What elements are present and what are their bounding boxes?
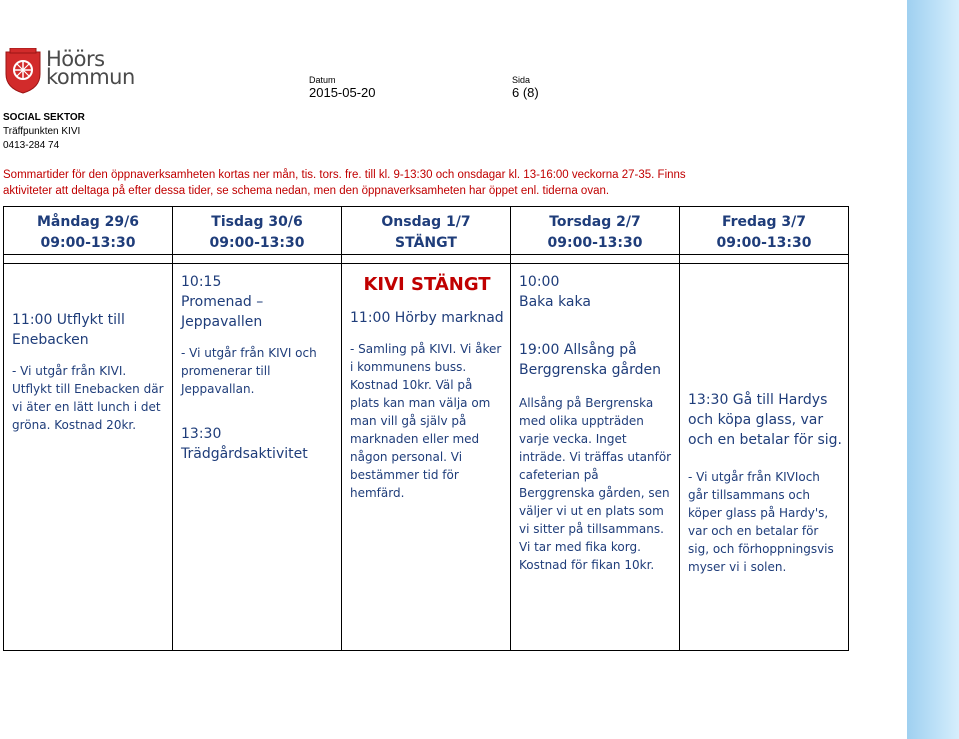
tuesday-desc1: - Vi utgår från KIVI och promenerar till Jeppavallan. — [181, 346, 317, 396]
day-name: Måndag 29/6 — [36, 214, 140, 230]
org-unit: Träffpunkten KIVI — [3, 126, 81, 137]
hoor-kommun-logo — [4, 48, 134, 100]
schedule-gap-row — [4, 255, 849, 264]
tuesday-title2: Trädgårdsaktivitet — [181, 446, 308, 462]
day-name: Tisdag 30/6 — [211, 214, 303, 230]
kivi-closed-title: KIVI STÄNGT — [363, 274, 491, 295]
cell-thursday — [511, 264, 680, 651]
schedule-header-row — [4, 207, 849, 255]
monday-desc: - Vi utgår från KIVI. Utflykt till Enebacken där vi äter en lätt lunch i det gröna. Kostnad 20kr. — [12, 364, 164, 432]
cell-tuesday — [173, 264, 342, 651]
logo-line1: Höörs — [46, 47, 105, 71]
friday-title: 13:30 Gå till Hardys och köpa glass, var och en betalar för sig. — [688, 392, 842, 448]
day-name: Onsdag 1/7 — [381, 214, 471, 230]
tuesday-time2: 13:30 — [181, 426, 222, 442]
org-phone: 0413-284 74 — [3, 140, 60, 151]
intro-paragraph — [3, 167, 803, 199]
logo-line2: kommun — [46, 65, 135, 89]
intro-line1: Sommartider för den öppnaverksamheten kortas ner mån, tis. tors. fre. till kl. 9-13:30 och onsdagar kl. 13-16:00 veckorna 27-35. Finns — [3, 169, 686, 181]
thursday-title2: 19:00 Allsång på Berggrenska gården — [519, 342, 661, 378]
intro-line2: aktiviteter att deltaga på efter dessa tider, se schema nedan, men den öppnaverksamheten har öppet enl. tiderna ovan. — [3, 185, 610, 197]
coat-of-arms-icon — [4, 48, 42, 94]
logo-wordmark — [46, 47, 135, 89]
header-thursday — [511, 207, 680, 255]
day-hours: 09:00-13:30 — [716, 235, 812, 251]
decorative-side-strip — [907, 0, 959, 739]
day-hours: 09:00-13:30 — [40, 235, 136, 251]
cell-friday — [680, 264, 849, 651]
day-name: Torsdag 2/7 — [549, 214, 641, 230]
tuesday-time1: 10:15 — [181, 274, 222, 290]
day-name: Fredag 3/7 — [721, 214, 807, 230]
date-value: 2015-05-20 — [309, 85, 376, 100]
thursday-time1: 10:00 — [519, 274, 560, 290]
page-value: 6 (8) — [512, 85, 539, 100]
header-friday — [680, 207, 849, 255]
day-hours: 09:00-13:30 — [547, 235, 643, 251]
page-label: Sida — [512, 75, 531, 85]
schedule-activity-row — [4, 264, 849, 651]
day-hours: 09:00-13:30 — [209, 235, 305, 251]
weekly-schedule-table — [3, 206, 849, 651]
date-label: Datum — [309, 75, 336, 85]
organization-block — [3, 111, 85, 153]
header-wednesday — [342, 207, 511, 255]
monday-title: 11:00 Utflykt till Enebacken — [12, 312, 125, 348]
friday-desc: - Vi utgår från KIVIoch går tillsammans och köper glass på Hardy's, var och en betalar för sig, och förhoppningsvis myser vi i solen. — [688, 470, 834, 574]
tuesday-title1: Promenad – Jeppavallen — [181, 294, 264, 330]
org-sector: SOCIAL SEKTOR — [3, 112, 85, 123]
wednesday-desc: - Samling på KIVI. Vi åker i kommunens buss. Kostnad 10kr. Väl på plats kan man välja om man vill gå själv på marknaden eller med någon personal. Vi bestämmer tid för hemfärd. — [350, 342, 502, 500]
header-tuesday — [173, 207, 342, 255]
day-hours: STÄNGT — [395, 235, 457, 251]
cell-wednesday — [342, 264, 511, 651]
thursday-desc2: Allsång på Bergrenska med olika uppträden varje vecka. Inget inträde. Vi träffas utanför cafeterian på Berggrenska gården, sen väljer vi ut en plats som vi sitter på tillsammans. Vi tar med fika korg. Kostnad för fikan 10kr. — [519, 396, 672, 572]
wednesday-title: 11:00 Hörby marknad — [350, 310, 504, 326]
header-monday — [4, 207, 173, 255]
thursday-title1: Baka kaka — [519, 294, 591, 310]
cell-monday — [4, 264, 173, 651]
